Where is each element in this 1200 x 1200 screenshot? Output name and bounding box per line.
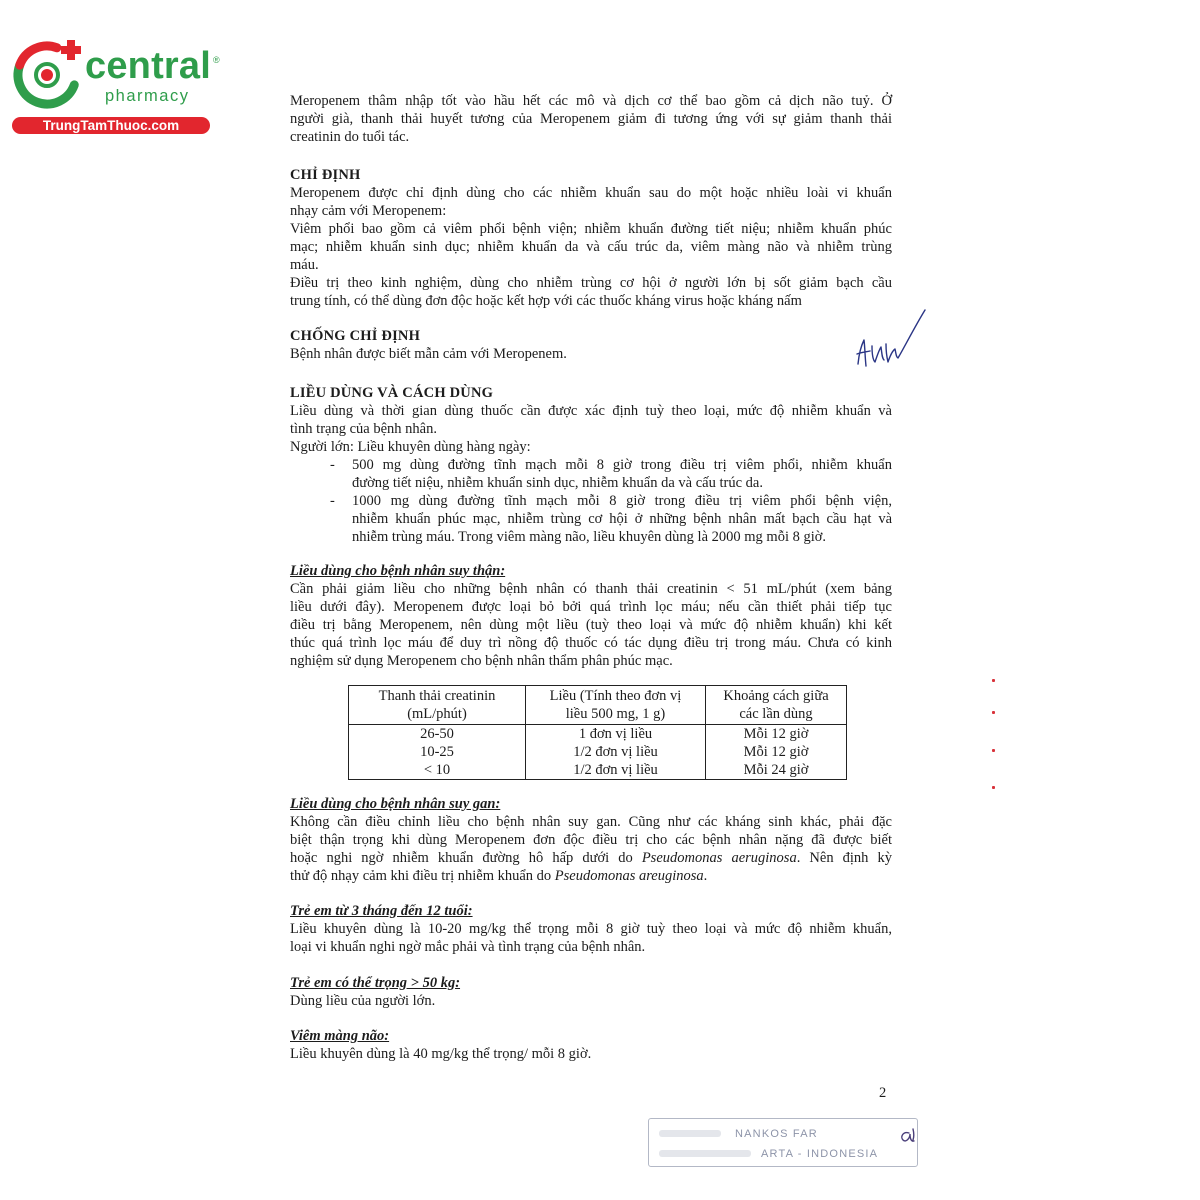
table-cell: 10-25 (349, 743, 526, 761)
table-cell: 1/2 đơn vị liều (526, 761, 706, 780)
text-line: Liều khuyên dùng là 40 mg/kg thể trọng/ mỗi 8 giờ. (290, 1046, 592, 1062)
bullet-marker: - (330, 457, 335, 473)
species-name: Pseudomonas aeruginosa (641, 850, 797, 866)
text-line: máu. (290, 257, 319, 273)
text-line: Meropenem thâm nhập tốt vào hầu hết các mô và dịch cơ thể bao gồm cả dịch não tuỷ. Ở (290, 93, 892, 109)
page-number: 2 (879, 1085, 887, 1101)
children-over-50kg-section (290, 974, 892, 1010)
trademark-symbol: ® (213, 55, 220, 65)
bullet-item (290, 492, 892, 546)
stamp-smudge (659, 1130, 721, 1137)
text-line: nhiễm trùng máu. Trong viêm màng não, liều khuyên dùng là 2000 mg mỗi 8 giờ. (352, 529, 827, 545)
table-row (349, 725, 847, 744)
stamp-text: NANKOS FAR (735, 1128, 818, 1140)
subsection-heading: Trẻ em có thể trọng > 50 kg: (290, 975, 461, 991)
text-line: trung tính, có thể dùng đơn độc hoặc kết hợp với các thuốc kháng virus hoặc kháng nấm (290, 293, 802, 309)
margin-mark (992, 786, 995, 789)
text-line: loại vi khuẩn nghi ngờ mắc phải và tình trạng của bệnh nhân. (290, 939, 646, 955)
text-line: Viêm phổi bao gồm cả viêm phổi bệnh viện; nhiễm khuẩn đường tiết niệu; nhiễm khuẩn phúc (290, 221, 892, 237)
table-row (349, 761, 847, 780)
text-line: điều trị bằng Meropenem, nên dùng một liều (tuỳ theo loại và mức độ nhiễm khuẩn) khi kết (290, 617, 892, 633)
text-line: 1000 mg dùng đường tĩnh mạch mỗi 8 giờ trong điều trị viêm phổi bệnh viện, (352, 493, 892, 509)
table-header-row (349, 686, 847, 725)
text-line: Meropenem được chỉ định dùng cho các nhiễm khuẩn sau do một hoặc nhiều loài vi khuẩn (290, 185, 892, 201)
handwritten-initial (897, 1125, 919, 1147)
dosage-section (290, 384, 892, 546)
section-heading: CHỈ ĐỊNH (290, 167, 361, 183)
bullet-marker: - (330, 493, 335, 509)
table-header-dose: Liều (Tính theo đơn vị liều 500 mg, 1 g) (526, 686, 706, 725)
medical-cross-icon (61, 40, 81, 60)
text-line: người già, thanh thải huyết tương của Meropenem giảm đi tương ứng với sự giảm thanh thải (290, 111, 892, 127)
text-line: Cần phải giảm liều cho những bệnh nhân có thanh thải creatinin < 51 mL/phút (xem bảng (290, 581, 892, 597)
text-line: liều dưới đây). Meropenem được loại bỏ bởi quá trình lọc máu; nếu cần thiết phải tiếp tục (290, 599, 892, 615)
table-header-interval: Khoảng cách giữa các lần dùng (706, 686, 847, 725)
margin-mark (992, 679, 995, 682)
children-dosage-section (290, 902, 892, 956)
table-header-creatinine: Thanh thải creatinin (mL/phút) (349, 686, 526, 725)
text-line: biệt thận trọng khi dùng Meropenem đơn độc điều trị cho các bệnh nhân nặng đã được biết (290, 832, 892, 848)
company-stamp (648, 1118, 918, 1167)
text-line: Liều khuyên dùng là 10-20 mg/kg thể trọng mỗi 8 giờ tuỳ theo loại và mức độ nhiễm khuẩn, (290, 921, 892, 937)
table-cell: Mỗi 24 giờ (706, 761, 847, 780)
margin-mark (992, 711, 995, 714)
subsection-heading: Liều dùng cho bệnh nhân suy gan: (290, 796, 501, 812)
text-line: nghiệm sử dụng Meropenem cho bệnh nhân thẩm phân phúc mạc. (290, 653, 673, 669)
contraindications-section (290, 327, 892, 363)
central-ring-icon (8, 35, 86, 113)
text-segment: thử độ nhạy cảm khi điều trị nhiễm khuẩn do (290, 868, 555, 884)
text-segment: hoặc nghi ngờ nhiễm khuẩn đường hô hấp dưới do (290, 850, 642, 866)
bullet-item (290, 456, 892, 492)
text-line (290, 867, 892, 885)
text-line: 500 mg dùng đường tĩnh mạch mỗi 8 giờ trong điều trị viêm phổi, nhiễm khuẩn (352, 457, 892, 473)
table-cell: 1 đơn vị liều (526, 725, 706, 744)
stamp-text: ARTA - INDONESIA (761, 1148, 879, 1160)
adult-dose-intro: Người lớn: Liều khuyên dùng hàng ngày: (290, 439, 531, 455)
text-line: Không cần điều chỉnh liều cho bệnh nhân suy gan. Cũng như các kháng sinh khác, phải đặc (290, 814, 892, 830)
section-heading: CHỐNG CHỈ ĐỊNH (290, 328, 421, 344)
table-cell: 26-50 (349, 725, 526, 744)
text-line: Bệnh nhân được biết mẫn cảm với Meropenem. (290, 346, 567, 362)
brand-subtitle: pharmacy (105, 87, 190, 105)
subsection-heading: Viêm màng não: (290, 1028, 390, 1044)
subsection-heading: Trẻ em từ 3 tháng đến 12 tuổi: (290, 903, 473, 919)
species-name: Pseudomonas areuginosa (554, 868, 704, 884)
website-banner: TrungTamThuoc.com (12, 117, 210, 134)
table-cell: 1/2 đơn vị liều (526, 743, 706, 761)
text-line (290, 849, 892, 867)
text-line: thúc quá trình lọc máu để duy trì nồng độ thuốc có tác dụng điều trị trong máu. Chưa có kinh (290, 635, 892, 651)
text-line: mạc; nhiễm khuẩn sinh dục; nhiễm khuẩn da và cấu trúc da, viêm màng não và nhiễm trùng (290, 239, 892, 255)
text-line: Liều dùng và thời gian dùng thuốc cần được xác định tuỳ theo loại, mức độ nhiễm khuẩn và (290, 403, 892, 419)
text-segment: . (703, 868, 708, 884)
indications-section (290, 166, 892, 310)
meningitis-section (290, 1027, 892, 1063)
section-heading: LIỀU DÙNG VÀ CÁCH DÙNG (290, 385, 494, 401)
table-cell: Mỗi 12 giờ (706, 725, 847, 744)
text-line: creatinin do tuổi tác. (290, 129, 410, 145)
text-line: đường tiết niệu, nhiễm khuẩn sinh dục, nhiễm khuẩn da và cấu trúc da. (352, 475, 763, 491)
table-cell: Mỗi 12 giờ (706, 743, 847, 761)
text-segment: . Nên định kỳ (796, 850, 893, 866)
subsection-heading: Liều dùng cho bệnh nhân suy thận: (290, 563, 506, 579)
margin-mark (992, 749, 995, 752)
table-cell: < 10 (349, 761, 526, 780)
text-line: nhạy cảm với Meropenem: (290, 203, 447, 219)
text-line: Điều trị theo kinh nghiệm, dùng cho nhiễm trùng cơ hội ở người lớn bị sốt giảm bạch cầu (290, 275, 892, 291)
brand-name: central (85, 45, 212, 87)
table-row (349, 743, 847, 761)
handwritten-signature (848, 300, 932, 374)
text-line: nhiễm khuẩn phúc mạc, nhiễm trùng cơ hội ở những bệnh nhân mất bạch cầu hạt và (352, 511, 892, 527)
intro-paragraph (290, 92, 892, 146)
stamp-smudge (659, 1150, 751, 1157)
text-line: tình trạng của bệnh nhân. (290, 421, 437, 437)
hepatic-dosage-section (290, 795, 892, 885)
text-line: Dùng liều của người lớn. (290, 993, 436, 1009)
renal-dosage-table (348, 685, 847, 780)
renal-dosage-section (290, 562, 892, 670)
